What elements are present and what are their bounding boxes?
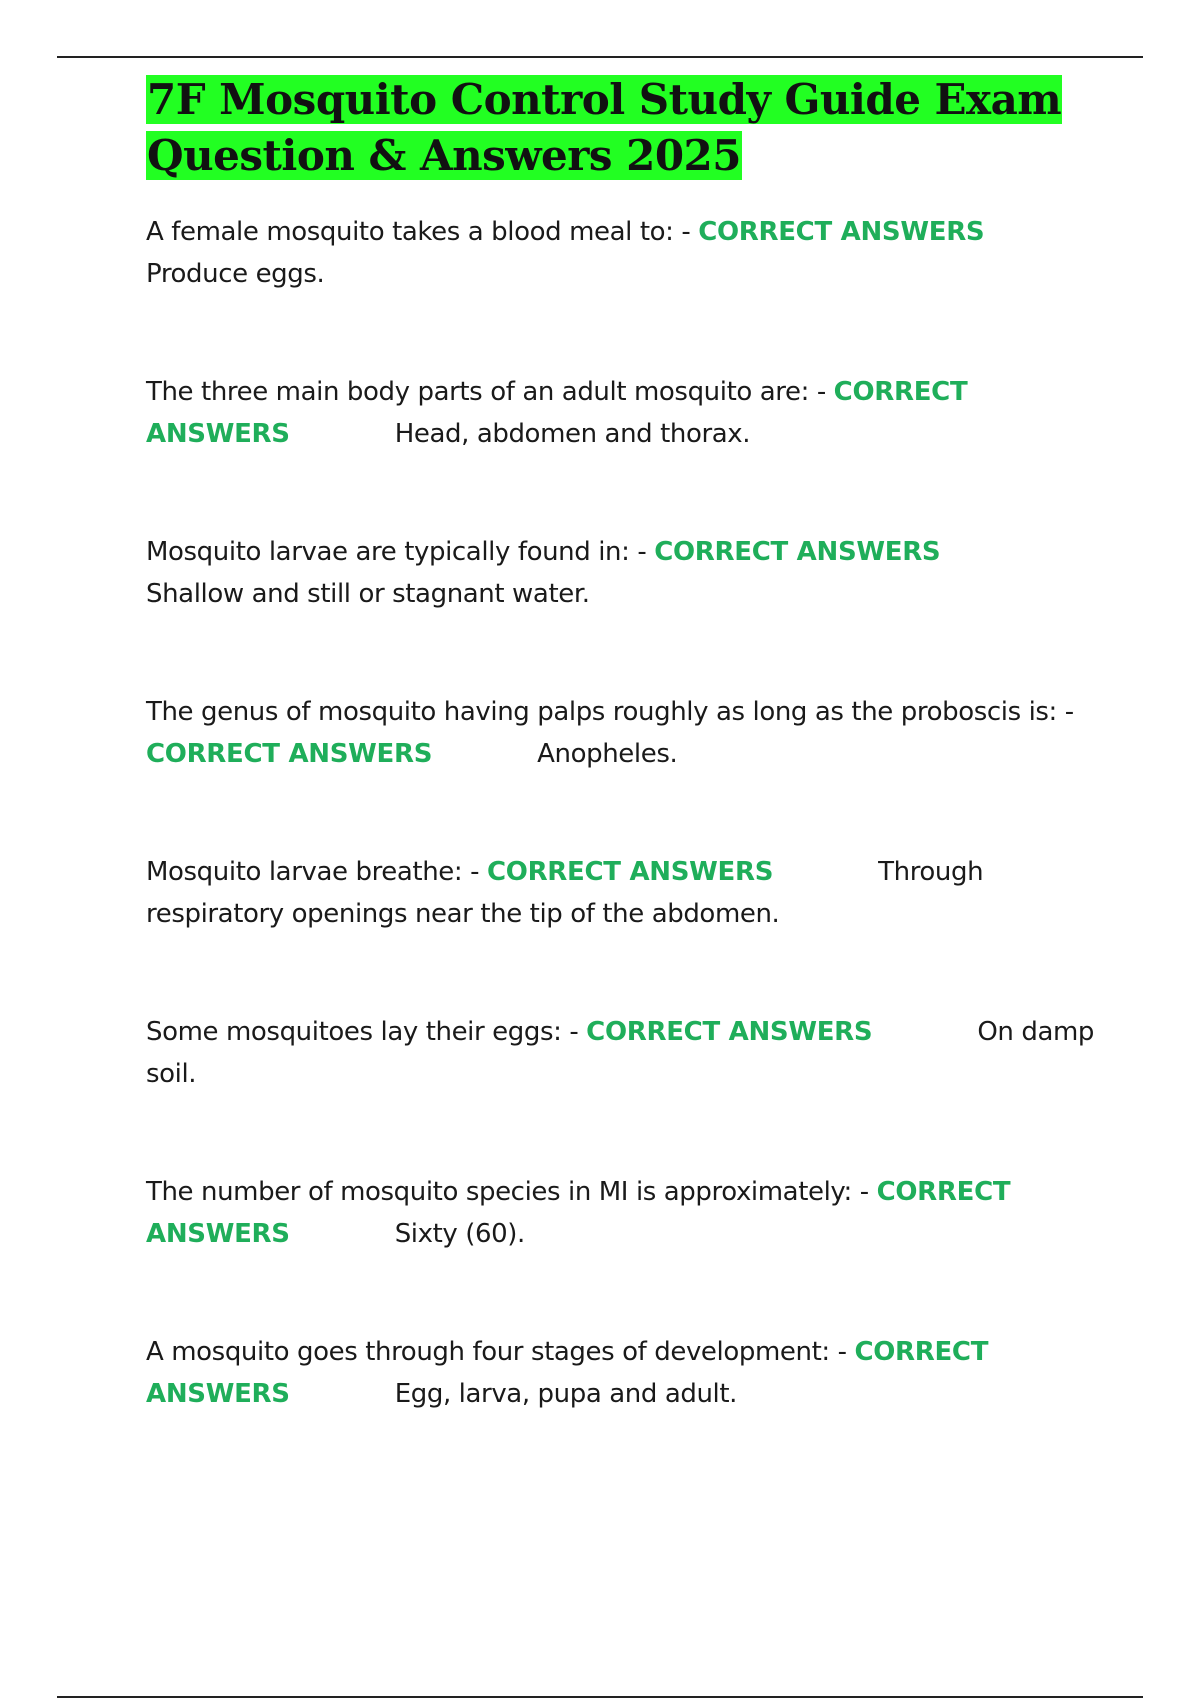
correct-answers-tag: CORRECT ANSWERS [586,1017,873,1047]
qa-item [146,371,1096,531]
top-rule [57,56,1143,58]
document-body [146,72,1096,1491]
qa-item [146,851,1096,1011]
correct-answers-tag: CORRECT ANSWERS [654,537,941,567]
qa-list [146,211,1096,1491]
correct-answers-tag: CORRECT ANSWERS [698,217,985,247]
question-text: Some mosquitoes lay their eggs: - [146,1017,587,1047]
qa-item [146,211,1096,371]
correct-answers-tag: CORRECT ANSWERS [146,1337,989,1409]
question-text: The genus of mosquito having palps roughly as long as the proboscis is: - [146,697,1074,727]
document-title [146,72,1096,184]
question-text: A female mosquito takes a blood meal to: - [146,217,699,247]
answer-text: Sixty (60). [394,1219,525,1249]
correct-answers-tag: CORRECT ANSWERS [146,739,433,769]
qa-item [146,1011,1096,1171]
question-text: A mosquito goes through four stages of development: - [146,1337,855,1367]
bottom-rule [57,1696,1143,1698]
answer-text: Head, abdomen and thorax. [394,419,751,449]
correct-answers-tag: CORRECT ANSWERS [146,1177,1011,1249]
question-text: The number of mosquito species in MI is approximately: - [146,1177,877,1207]
correct-answers-tag: CORRECT ANSWERS [486,857,774,887]
qa-item [146,531,1096,691]
answer-text: On damp soil. [146,1017,1095,1089]
answer-text: Produce eggs. [146,259,325,289]
question-text: Mosquito larvae breathe: - [146,857,487,887]
question-text: The three main body parts of an adult mosquito are: - [146,377,834,407]
answer-text: Through respiratory openings near the tip of the abdomen. [146,857,984,929]
qa-item [146,691,1096,851]
correct-answers-tag: CORRECT ANSWERS [146,377,968,449]
answer-text: Shallow and still or stagnant water. [146,579,590,609]
answer-text: Anopheles. [537,739,678,769]
title-line-1: 7F Mosquito Control Study Guide Exam [147,75,1062,124]
qa-item [146,1331,1096,1491]
question-text: Mosquito larvae are typically found in: - [146,537,655,567]
qa-item [146,1171,1096,1331]
answer-text: Egg, larva, pupa and adult. [394,1379,738,1409]
title-line-2: Question & Answers 2025 [147,131,741,180]
